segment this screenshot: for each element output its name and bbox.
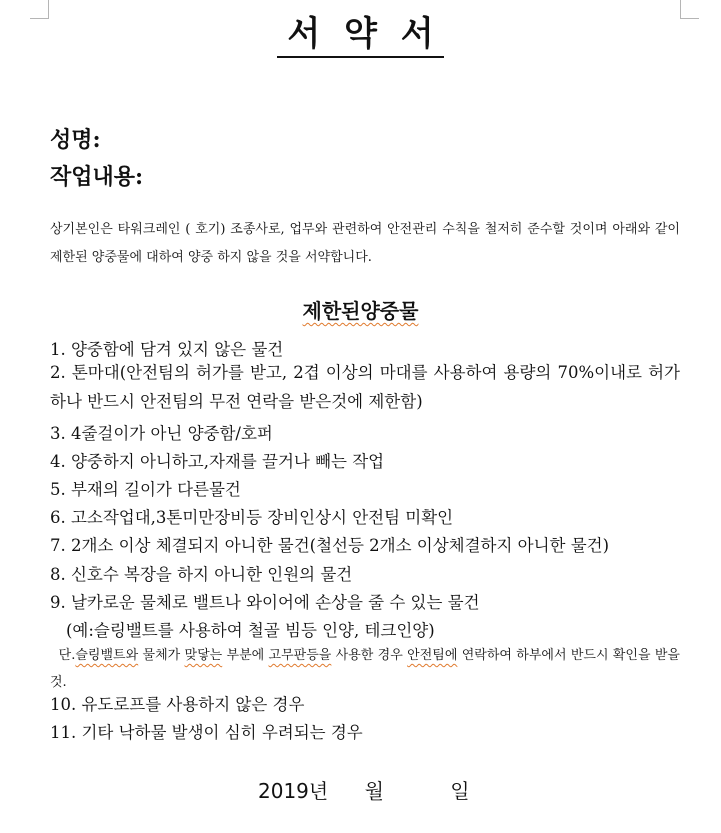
list-item: 6. 고소작업대,3톤미만장비등 장비인상시 안전팀 미확인 (50, 508, 454, 527)
date-month: 월 (364, 779, 384, 803)
intro-paragraph: 상기본인은 타워크레인 ( 호기) 조종사로, 업무와 관련하여 안전관리 수칙을 철저히 준수할 것이며 아래와 같이 제한된 양중물에 대하여 양중 하지 않을 것을 서약합니다. (50, 222, 680, 265)
name-label: 성명: (50, 127, 101, 153)
list-item: 1. 양중함에 담겨 있지 않은 물건 (50, 340, 284, 359)
list-item: 10. 유도로프를 사용하지 않은 경우 (50, 695, 305, 714)
date-year: 2019년 (258, 779, 329, 803)
list-item: 4. 양중하지 아니하고,자재를 끌거나 빼는 작업 (50, 452, 385, 471)
section-heading: 제한된양중물 (302, 299, 419, 323)
list-item: 7. 2개소 이상 체결되지 아니한 물건(철선등 2개소 이상체결하지 아니한 물건) (50, 536, 610, 555)
work-content-label: 작업내용: (50, 164, 144, 190)
list-item: 5. 부재의 길이가 다른물건 (50, 480, 241, 499)
list-item: 8. 신호수 복장을 하지 아니한 인원의 물건 (50, 565, 353, 584)
caution-note: 단.슬링밸트와 물체가 맞닿는 부분에 고무판등을 사용한 경우 안전팀에 연락하여 하부에서 반드시 확인을 받을 것. (50, 648, 680, 690)
list-item: 11. 기타 낙하물 발생이 심히 우려되는 경우 (50, 723, 363, 742)
list-item: 2. 톤마대(안전팀의 허가를 받고, 2겹 이상의 마대를 사용하여 용량의 70%이내로 허가하나 반드시 안전팀의 무전 연락을 받은것에 제한함) (50, 363, 680, 411)
document-title: 서 약 서 (0, 14, 721, 58)
signature-date (258, 775, 470, 804)
list-item: 9. 날카로운 물체로 밸트나 와이어에 손상을 줄 수 있는 물건 (50, 593, 480, 612)
date-day: 일 (450, 779, 470, 803)
list-item: 3. 4줄걸이가 아닌 양중함/호퍼 (50, 424, 273, 443)
list-item-example: (예:슬링밸트를 사용하여 철골 빔등 인양, 테크인양) (66, 621, 435, 640)
